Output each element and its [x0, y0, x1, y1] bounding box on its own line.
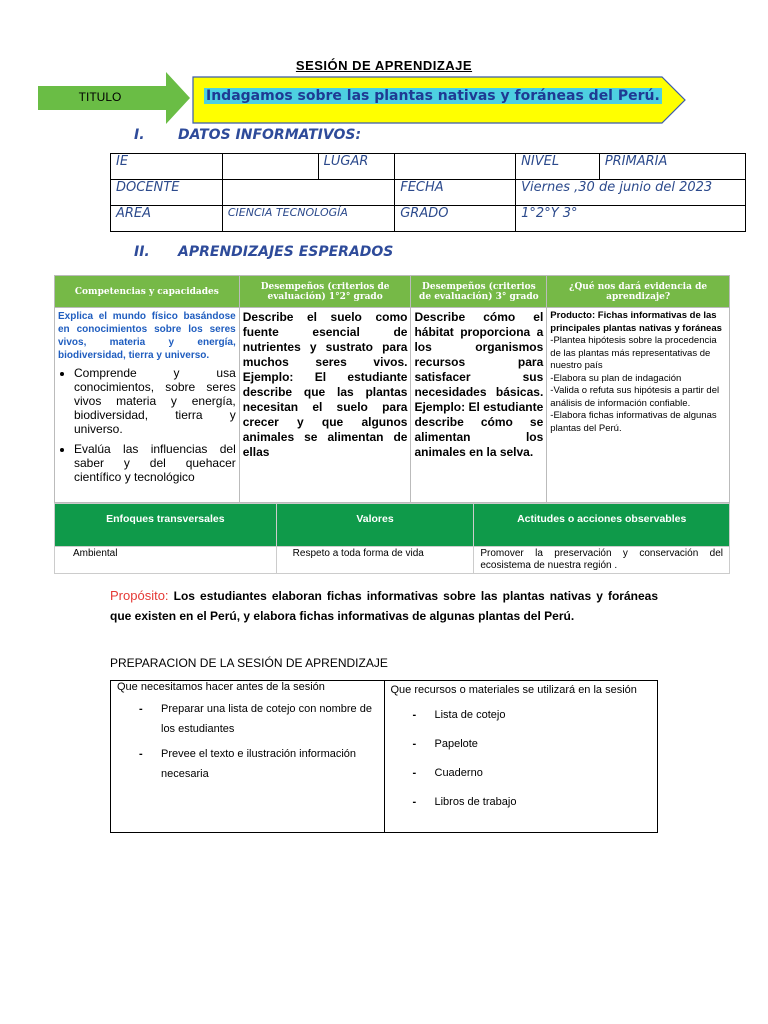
section-label: APRENDIZAJES ESPERADOS — [178, 244, 394, 260]
document-title: SESIÓN DE APRENDIZAJE — [295, 58, 473, 73]
lugar-label: LUGAR — [318, 154, 395, 180]
desempeno-3-cell: Describe cómo el hábitat proporciona a los organismos recursos para satisfacer sus necesidades básicas. Ejemplo: El estudiante describe cómo se alimentan los animales en la selva. — [411, 308, 547, 503]
desempeno-12-cell: Describe el suelo como fuente esencial de nutrientes y sustrato para muchos seres vivos. Ejemplo: El estudiante describe que las plantas necesitan el suelo para crecer y que algunos animales se alimentan de ellas — [239, 308, 411, 503]
table-row — [111, 180, 746, 206]
nivel-value: PRIMARIA — [599, 154, 745, 180]
section-number: I. — [134, 127, 145, 143]
section-number: II. — [134, 244, 150, 260]
col2-header: Que recursos o materiales se utilizará en la sesión — [390, 684, 637, 696]
table-row — [55, 547, 730, 574]
list-item: -Plantea hipótesis sobre la procedencia de las plantas más representativas de nuestro país — [550, 335, 717, 371]
list-item — [391, 792, 652, 812]
grado-label: GRADO — [395, 206, 516, 232]
preparacion-col1 — [111, 681, 385, 833]
valor-value: Respeto a toda forma de vida — [276, 547, 474, 574]
list-item-text: Cuaderno — [434, 767, 483, 779]
preparacion-col2 — [384, 681, 658, 833]
aprendizajes-table — [54, 275, 730, 503]
list-item-text: Preparar una lista de cotejo con nombre de los estudiantes — [161, 703, 372, 735]
preparacion-table — [110, 680, 658, 833]
list-item: -Valida o refuta sus hipótesis a partir del análisis de información confiable. — [550, 385, 720, 409]
evidencia-cell — [547, 308, 730, 503]
table-header-row — [55, 504, 730, 547]
enfoque-value: Ambiental — [55, 547, 277, 574]
area-label: AREA — [111, 206, 223, 232]
list-item — [117, 699, 378, 739]
nivel-label: NIVEL — [516, 154, 600, 180]
col1-list — [117, 699, 378, 784]
table-header-row — [55, 276, 730, 308]
proposito-paragraph — [110, 586, 658, 626]
enfoques-table — [54, 503, 730, 574]
dash-bullet: - — [139, 703, 143, 715]
header-competencias: Competencias y capacidades — [55, 276, 240, 308]
competencia-text: Explica el mundo físico basándose en conocimientos sobre los seres vivos, materia y energía, biodiversidad, tierra y universo. — [58, 311, 236, 361]
dash-bullet: - — [412, 709, 417, 721]
table-row — [111, 206, 746, 232]
list-item-text: Prevee el texto e ilustración información necesaria — [161, 748, 357, 780]
capacidades-list — [58, 366, 236, 484]
list-item-text: Lista de cotejo — [434, 709, 506, 721]
proposito-text: Los estudiantes elaboran fichas informativas sobre las plantas nativas y foráneas que existen en el Perú, y elabora fichas informativas de algunas plantas del Perú. — [110, 589, 658, 623]
col1-header: Que necesitamos hacer antes de la sesión — [117, 681, 325, 693]
dash-bullet: - — [412, 796, 417, 808]
header-desempenos-12: Desempeños (criterios de evaluación) 1°2° grado — [239, 276, 411, 308]
proposito-label: Propósito: — [110, 588, 169, 603]
list-item — [117, 744, 378, 784]
dash-bullet: - — [139, 748, 143, 760]
session-title: Indagamos sobre las plantas nativas y foráneas del Perú. — [206, 88, 660, 104]
grado-value: 1°2°Y 3° — [516, 206, 746, 232]
list-item — [391, 705, 652, 725]
section-heading-datos — [134, 127, 361, 143]
section-heading-aprendizajes — [134, 244, 393, 260]
list-item: -Elabora su plan de indagación — [550, 372, 682, 384]
docente-label: DOCENTE — [111, 180, 223, 206]
titulo-label: TITULO — [78, 90, 122, 104]
list-item-text: Papelote — [434, 738, 478, 750]
list-item: • Evalúa las influencias del saber y del quehacer científico y tecnológico — [74, 442, 236, 484]
list-item — [391, 734, 652, 754]
actitud-value: Promover la preservación y conservación del ecosistema de nuestra región . — [474, 547, 730, 574]
docente-value — [222, 180, 394, 206]
preparacion-title: PREPARACION DE LA SESIÓN DE APRENDIZAJE — [110, 656, 388, 670]
table-row — [111, 681, 658, 833]
header-valores: Valores — [276, 504, 474, 547]
list-item: -Elabora fichas informativas de algunas plantas del Perú. — [550, 410, 717, 434]
fecha-value: Viernes ,30 de junio del 2023 — [516, 180, 746, 206]
area-value: CIENCIA TECNOLOGÍA — [222, 206, 394, 232]
section-label: DATOS INFORMATIVOS: — [178, 127, 362, 143]
list-item-text: Libros de trabajo — [434, 796, 517, 808]
list-item: • Comprende y usa conocimientos, sobre seres vivos materia y energía, biodiversidad, tierra y universo. — [74, 366, 236, 436]
col2-list — [391, 705, 652, 812]
lugar-value — [395, 154, 516, 180]
header-desempenos-3: Desempeños (criterios de evaluación) 3° grado — [411, 276, 547, 308]
table-row — [55, 308, 730, 503]
dash-bullet: - — [412, 767, 417, 779]
ie-value — [222, 154, 318, 180]
header-actitudes: Actitudes o acciones observables — [474, 504, 730, 547]
competencias-cell — [55, 308, 240, 503]
list-item — [391, 763, 652, 783]
ie-label: IE — [111, 154, 223, 180]
dash-bullet: - — [412, 738, 417, 750]
header-enfoques: Enfoques transversales — [55, 504, 277, 547]
table-row — [111, 154, 746, 180]
fecha-label: FECHA — [395, 180, 516, 206]
datos-informativos-table — [110, 153, 746, 232]
evidencia-producto: Producto: Fichas informativas de las principales plantas nativas y foráneas — [550, 310, 722, 334]
header-evidencia: ¿Qué nos dará evidencia de aprendizaje? — [547, 276, 730, 308]
